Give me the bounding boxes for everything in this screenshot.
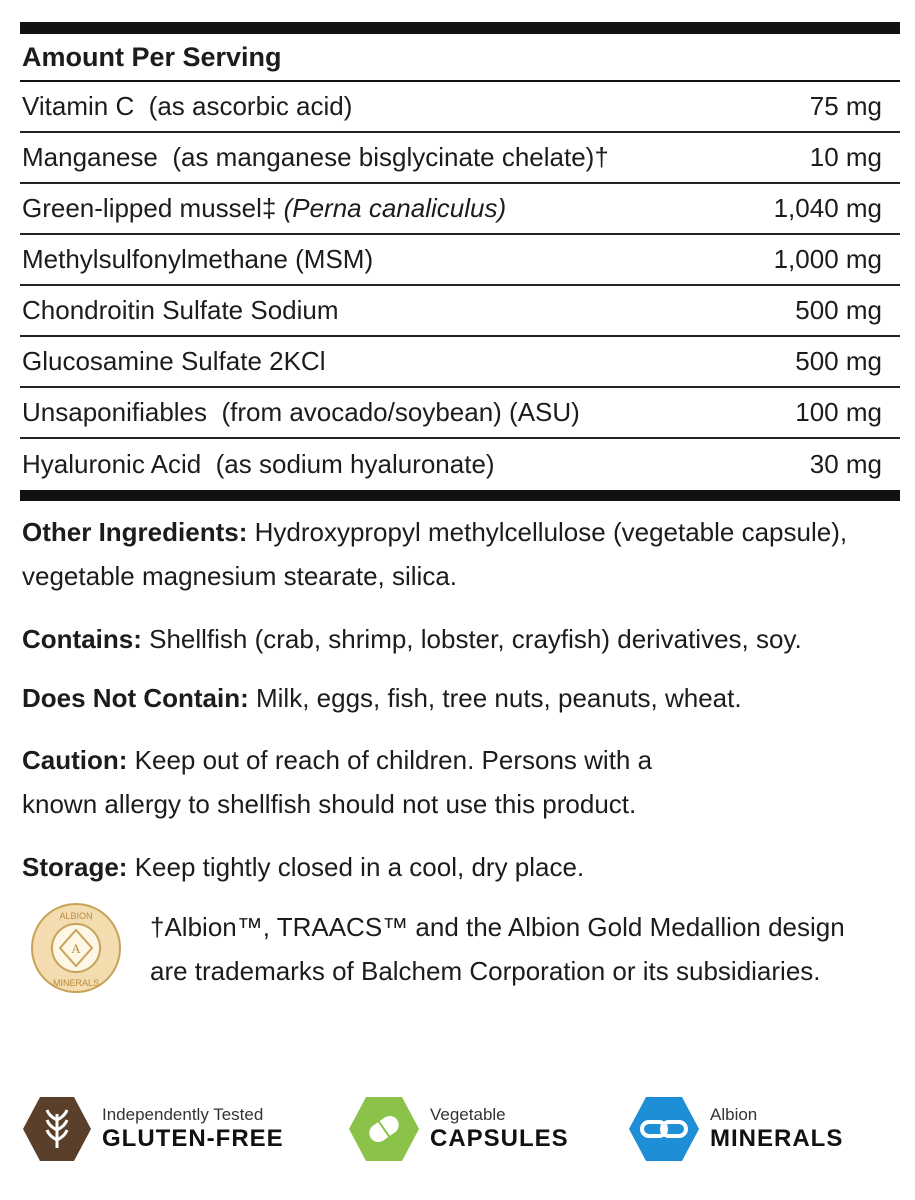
supplement-facts-table bbox=[20, 82, 900, 490]
ingredient-amount: 500 mg bbox=[795, 295, 882, 325]
gluten-free-subtitle: Independently Tested bbox=[102, 1105, 264, 1124]
does-not-contain-text: Milk, eggs, fish, tree nuts, peanuts, wheat. bbox=[248, 683, 742, 713]
vegetable-capsules-subtitle: Vegetable bbox=[430, 1105, 506, 1124]
ingredient-name bbox=[20, 193, 506, 224]
top-rule bbox=[20, 22, 900, 34]
ingredient-amount: 1,040 mg bbox=[773, 193, 882, 223]
ingredient-name: Methylsulfonylmethane (MSM) bbox=[22, 244, 374, 274]
ingredient-row bbox=[20, 133, 900, 184]
ingredient-row bbox=[20, 337, 900, 388]
vegetable-capsules-title: CAPSULES bbox=[430, 1125, 569, 1152]
ingredient-amount: 500 mg bbox=[795, 346, 882, 376]
bottom-rule bbox=[20, 490, 900, 501]
albion-minerals-subtitle: Albion bbox=[710, 1105, 758, 1124]
does-not-contain-statement bbox=[22, 676, 892, 720]
chain-link-icon bbox=[628, 1096, 700, 1162]
ingredient-name: Unsaponifiables (from avocado/soybean) (ASU) bbox=[22, 397, 580, 427]
storage-text: Keep tightly closed in a cool, dry place. bbox=[127, 852, 585, 882]
ingredient-row bbox=[20, 439, 900, 490]
medallion-bottom-text: MINERALS bbox=[52, 978, 100, 988]
ingredient-row bbox=[20, 235, 900, 286]
ingredient-name: Hyaluronic Acid (as sodium hyaluronate) bbox=[22, 449, 495, 479]
contains-text: Shellfish (crab, shrimp, lobster, crayfish) derivatives, soy. bbox=[141, 624, 802, 654]
ingredient-row bbox=[20, 184, 900, 235]
other-ingredients-text: Hydroxypropyl methylcellulose (vegetable capsule), vegetable magnesium stearate, silica. bbox=[22, 517, 848, 591]
storage-statement bbox=[22, 845, 892, 889]
trademark-line-2: are trademarks of Balchem Corporation or its subsidiaries. bbox=[150, 956, 821, 986]
wheat-icon bbox=[22, 1096, 92, 1162]
trademark-line-1: †Albion™, TRAACS™ and the Albion Gold Medallion design bbox=[150, 912, 845, 942]
caution-label: Caution: bbox=[22, 745, 128, 775]
contains-statement bbox=[22, 617, 892, 661]
ingredient-name: Vitamin C (as ascorbic acid) bbox=[22, 91, 353, 121]
ingredient-name: Glucosamine Sulfate 2KCl bbox=[22, 346, 326, 376]
ingredient-name-text: Green-lipped mussel‡ bbox=[22, 193, 284, 223]
header-label: Amount Per Serving bbox=[22, 41, 282, 72]
ingredient-row bbox=[20, 82, 900, 133]
gluten-free-badge bbox=[22, 1096, 284, 1162]
ingredient-amount: 100 mg bbox=[795, 397, 882, 427]
medallion-top-text: ALBION bbox=[59, 911, 93, 921]
ingredient-amount: 30 mg bbox=[809, 449, 882, 479]
storage-label: Storage: bbox=[22, 852, 128, 882]
ingredient-row bbox=[20, 388, 900, 439]
vegetable-capsules-badge bbox=[348, 1096, 569, 1162]
other-ingredients bbox=[22, 510, 892, 598]
amount-per-serving-header bbox=[20, 34, 900, 82]
albion-medallion-icon bbox=[30, 902, 122, 994]
ingredient-amount: 1,000 mg bbox=[773, 244, 882, 274]
gluten-free-title: GLUTEN-FREE bbox=[102, 1125, 284, 1152]
albion-minerals-badge bbox=[628, 1096, 843, 1162]
albion-minerals-title: MINERALS bbox=[710, 1125, 844, 1152]
ingredient-amount: 10 mg bbox=[809, 142, 882, 172]
ingredient-row bbox=[20, 286, 900, 337]
trademark-notice bbox=[150, 905, 845, 993]
ingredient-name: Manganese (as manganese bisglycinate chelate)† bbox=[22, 142, 609, 172]
contains-label: Contains: bbox=[22, 624, 142, 654]
other-ingredients-label: Other Ingredients: bbox=[22, 517, 248, 547]
caution-text: Keep out of reach of children. Persons with a known allergy to shellfish should not use this product. bbox=[22, 745, 653, 819]
caution-statement bbox=[22, 738, 702, 826]
ingredient-amount: 75 mg bbox=[809, 91, 882, 121]
svg-text:A: A bbox=[71, 941, 81, 956]
does-not-contain-label: Does Not Contain: bbox=[22, 683, 249, 713]
ingredient-latin-name: (Perna canaliculus) bbox=[283, 193, 507, 223]
ingredient-name: Chondroitin Sulfate Sodium bbox=[22, 295, 339, 325]
capsule-icon bbox=[348, 1096, 420, 1162]
